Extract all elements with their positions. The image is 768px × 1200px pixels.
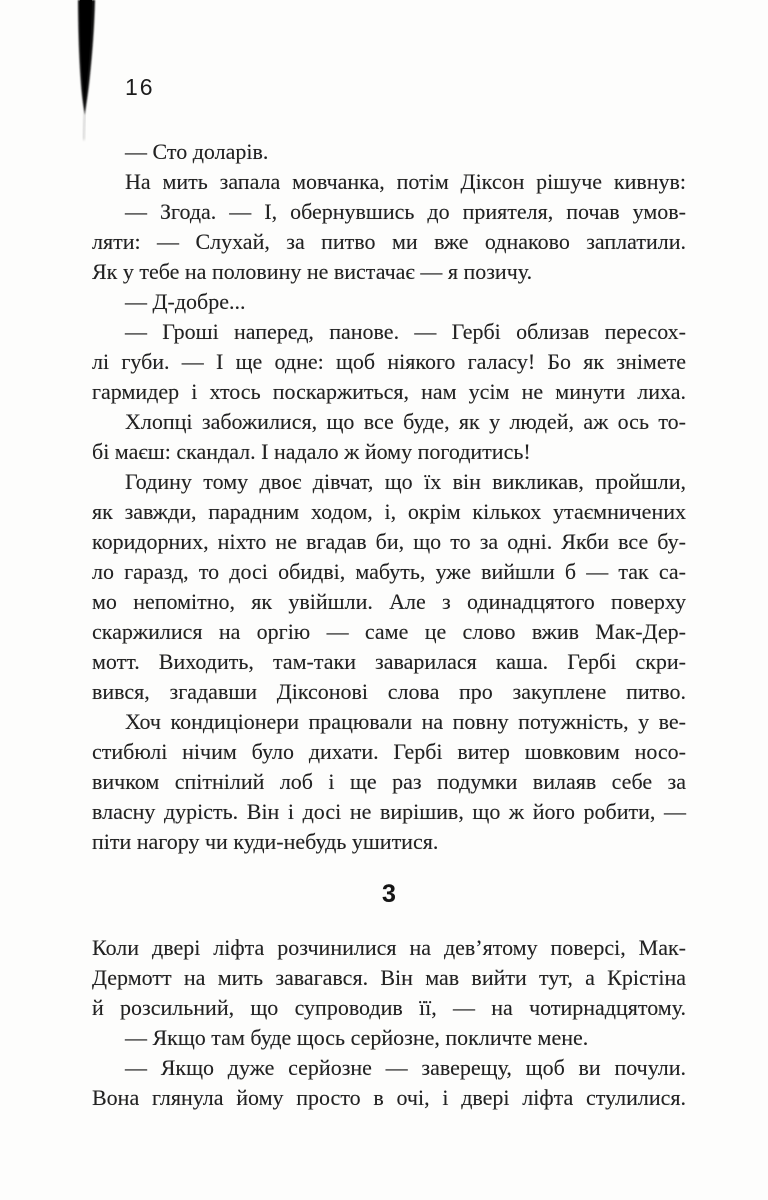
text-line: піти нагору чи куди-небудь ушитися.	[92, 829, 439, 854]
text-line: — Сто доларів.	[125, 139, 269, 164]
text-line: Коли двері ліфта розчинилися на дев’ятому поверсі, Мак-	[92, 935, 686, 960]
text-line: бі маєш: скандал. І надало ж йому погодитись!	[92, 439, 531, 464]
text-line: власну дурість. Він і досі не вирішив, що ж його робити, —	[92, 799, 686, 824]
text-line: гармидер і хтось поскаржиться, нам усім не минути лиха.	[92, 379, 686, 404]
text-line: як завжди, парадним ходом, і, окрім кількох утаємничених	[92, 499, 686, 524]
text-line: На мить запала мовчанка, потім Діксон рішуче кивнув:	[125, 169, 686, 194]
body-part-2	[92, 933, 686, 1113]
text-line: Хлопці забожилися, що все буде, як у людей, аж ось то-	[125, 409, 686, 434]
text-line: Годину тому двоє дівчат, що їх він викликав, пройшли,	[125, 469, 686, 494]
text-line: Вона глянула йому просто в очі, і двері ліфта стулилися.	[92, 1085, 686, 1110]
text-line: стибюлі нічим було дихати. Гербі витер шовковим носо-	[92, 739, 686, 764]
text-line: Дермотт на мить завагався. Він мав вийти тут, а Крістіна	[92, 965, 686, 990]
page-number: 16	[125, 74, 155, 100]
ink-smudge-artifact	[74, 0, 100, 150]
text-line: ляти: — Слухай, за питво ми вже однаково заплатили.	[92, 229, 686, 254]
text-column	[92, 137, 686, 1113]
body-part-1	[92, 137, 686, 857]
text-line: й розсильний, що супроводив її, — на чотирнадцятому.	[92, 995, 686, 1020]
text-line: скаржилися на оргію — саме це слово вжив Мак-Дер-	[92, 619, 686, 644]
text-line: коридорних, ніхто не вгадав би, що то за одні. Якби все бу-	[92, 529, 686, 554]
text-line: ло гаразд, то досі обидві, мабуть, уже вийшли б — так са-	[92, 559, 686, 584]
text-line: — Згода. — І, обернувшись до приятеля, почав умов-	[125, 199, 686, 224]
text-line: — Якщо там буде щось серйозне, покличте мене.	[125, 1025, 589, 1050]
text-line: вичком спітнілий лоб і ще раз подумки вилаяв себе за	[92, 769, 686, 794]
text-line: — Д-добре...	[125, 289, 246, 314]
text-line: лі губи. — І ще одне: щоб ніякого галасу! Бо як знімете	[92, 349, 686, 374]
text-line: мо непомітно, як увійшли. Але з одинадцятого поверху	[92, 589, 686, 614]
section-heading: 3	[382, 880, 396, 908]
text-line: мотт. Виходить, там-таки заварилася каша. Гербі скри-	[92, 649, 686, 674]
text-line: вився, згадавши Діксонові слова про закуплене питво.	[92, 679, 686, 704]
text-line: — Гроші наперед, панове. — Гербі облизав пересох-	[125, 319, 686, 344]
text-line: Як у тебе на половину не вистачає — я позичу.	[92, 259, 533, 284]
text-line: Хоч кондиціонери працювали на повну потужність, у ве-	[125, 709, 686, 734]
text-line: — Якщо дуже серйозне — заверещу, щоб ви почули.	[125, 1055, 686, 1080]
